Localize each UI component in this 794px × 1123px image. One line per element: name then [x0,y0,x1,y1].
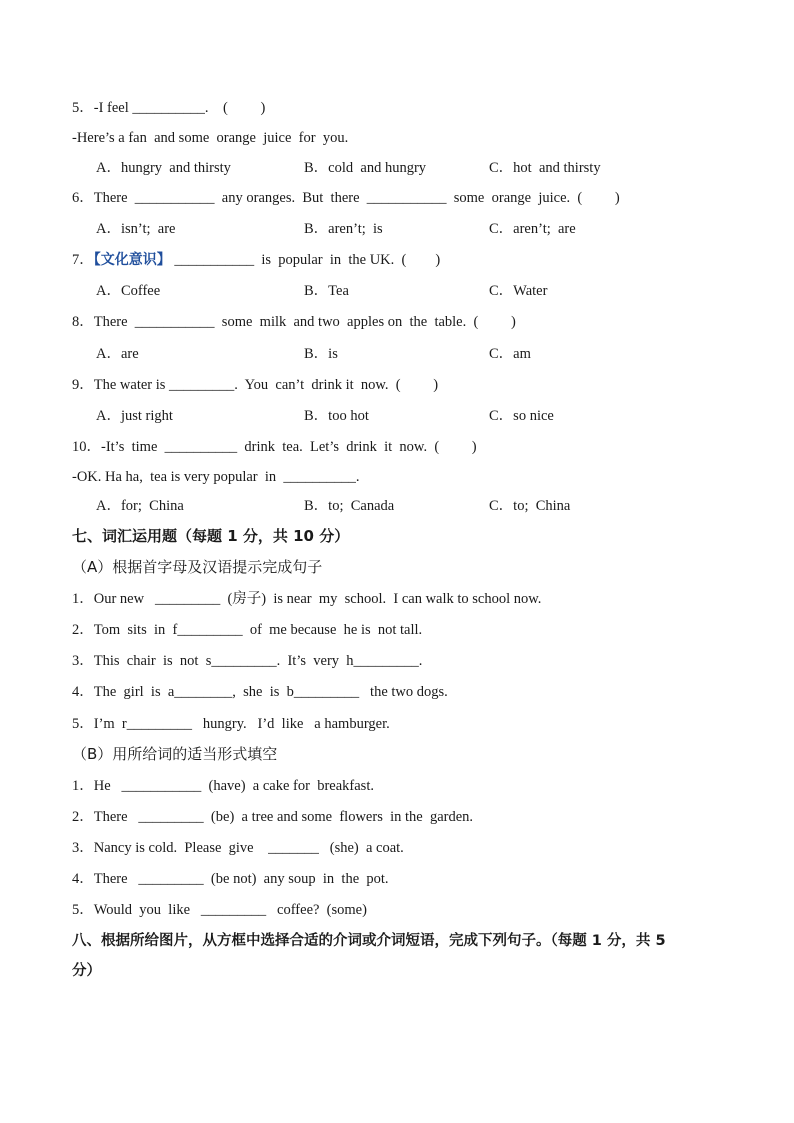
q10-option-a: A．for; China [96,498,184,514]
q9-option-a: A．just right [96,408,173,424]
q6-option-a: A．isn’t; are [96,221,176,237]
part-a-item-4: 4．The girl is a________, she is b_________ the two dogs. [72,684,448,700]
q7-option-b: B．Tea [304,283,349,299]
q7-number: 7． [72,252,94,268]
q7-option-a: A．Coffee [96,283,161,299]
part-b-item-4: 4．There _________ (be not) any soup in the pot. [72,871,389,887]
q6-option-c: C．aren’t; are [489,221,576,237]
culture-tag: 【文化意识】 [93,252,171,268]
question-5: 5．-I feel __________. ( ) [72,100,266,116]
question-7 [72,251,440,269]
part-a-item-2: 2．Tom sits in f_________ of me because he is not tall. [72,622,423,638]
question-10: 10．-It’s time __________ drink tea. Let’s drink it now. ( ) [72,439,477,455]
q5-option-c: C．hot and thirsty [489,160,601,176]
part-a-item-1: 1．Our new _________ (房子) is near my school. I can walk to school now. [72,591,542,607]
part-a-item-3: 3．This chair is not s_________. It’s very h_________. [72,653,423,669]
section-8-title-cont: 分） [72,963,101,979]
q9-option-b: B．too hot [304,408,369,424]
q5-option-a: A．hungry and thirsty [96,160,231,176]
q6-option-b: B．aren’t; is [304,221,383,237]
part-a-item-5: 5．I’m r_________ hungry. I’d like a hamburger. [72,716,390,732]
part-b-item-5: 5．Would you like _________ coffee? (some) [72,902,367,918]
part-b-item-2: 2．There _________ (be) a tree and some flowers in the garden. [72,809,474,825]
q10-option-b: B．to; Canada [304,498,395,514]
section-7-part-a: （A）根据首字母及汉语提示完成句子 [72,558,323,576]
question-6: 6．There ___________ any oranges. But there ___________ some orange juice. ( ) [72,190,620,206]
q8-option-b: B．is [304,346,338,362]
q7-option-c: C．Water [489,283,548,299]
question-5-response: -Here’s a fan and some orange juice for you. [72,130,349,146]
question-8: 8．There ___________ some milk and two apples on the table. ( ) [72,314,516,330]
section-7-title: 七、词汇运用题（每题 1 分，共 10 分） [72,527,350,545]
section-8-title: 八、根据所给图片，从方框中选择合适的介词或介词短语，完成下列句子。（每题 1 分，共 5 [72,933,666,949]
question-9: 9．The water is _________. You can’t drink it now. ( ) [72,377,439,393]
question-10-response: -OK. Ha ha, tea is very popular in __________. [72,469,360,485]
q10-option-c: C．to; China [489,498,571,514]
part-b-item-3: 3．Nancy is cold. Please give _______ (she) a coat. [72,840,404,856]
q7-text: ___________ is popular in the UK. ( ) [170,252,441,268]
q8-option-c: C．am [489,346,531,362]
part-b-item-1: 1．He ___________ (have) a cake for breakfast. [72,778,374,794]
q5-option-b: B．cold and hungry [304,160,427,176]
q9-option-c: C．so nice [489,408,554,424]
section-7-part-b: （B）用所给词的适当形式填空 [72,745,278,763]
q8-option-a: A．are [96,346,139,362]
